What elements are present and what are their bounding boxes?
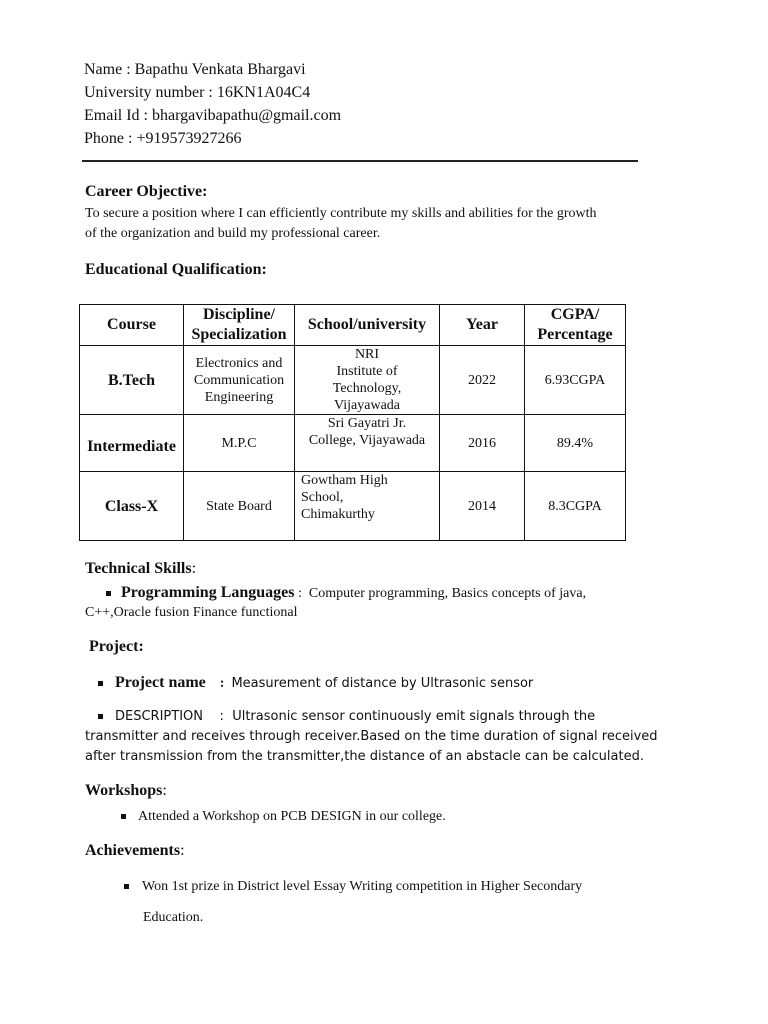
bullet-icon [124, 884, 129, 889]
phone-line: Phone : +919573927266 [84, 130, 242, 147]
table-row [80, 472, 626, 541]
score-cell: 6.93CGPA [525, 346, 626, 415]
score-cell: 89.4% [525, 415, 626, 472]
school-cell: Sri Gayatri Jr. College, Vijayawada [295, 415, 440, 472]
career-objective-line-2: of the organization and build my professional career. [85, 226, 381, 241]
school-cell: NRI Institute of Technology, Vijayawada [295, 346, 440, 415]
header-divider [82, 160, 638, 162]
bullet-icon [98, 714, 103, 719]
career-objective-line-1: To secure a position where I can efficiently contribute my skills and abilities for the growth [85, 206, 597, 221]
candidate-name: Name : Bapathu Venkata Bhargavi [84, 61, 306, 78]
course-cell: Class-X [80, 472, 184, 541]
col-year: Year [440, 305, 525, 346]
table-row [80, 346, 626, 415]
education-heading: Educational Qualification: [85, 261, 267, 278]
course-cell: B.Tech [80, 346, 184, 415]
project-description-line-3: after transmission from the transmitter,the distance of an abstacle can be calculated. [85, 749, 644, 764]
col-course: Course [80, 305, 184, 346]
year-cell: 2016 [440, 415, 525, 472]
discipline-cell: M.P.C [184, 415, 295, 472]
bullet-icon [106, 591, 111, 596]
discipline-cell: State Board [184, 472, 295, 541]
year-cell: 2022 [440, 346, 525, 415]
achievement-item: Won 1st prize in District level Essay Writing competition in Higher Secondary [124, 877, 582, 897]
project-description-item: DESCRIPTION : Ultrasonic sensor continuously emit signals through the [98, 709, 595, 724]
discipline-cell: Electronics and Communication Engineering [184, 346, 295, 415]
bullet-icon [98, 681, 103, 686]
year-cell: 2014 [440, 472, 525, 541]
education-header-row [80, 305, 626, 346]
project-name-item: Project name : Measurement of distance by Ultrasonic sensor [98, 674, 533, 692]
workshops-heading: Workshops: [85, 782, 167, 799]
technical-skills-heading: Technical Skills: [85, 560, 197, 577]
programming-languages-line-2: C++,Oracle fusion Finance functional [85, 605, 298, 620]
programming-languages-item: Programming Languages : Computer programming, Basics concepts of java, [106, 584, 586, 602]
col-cgpa: CGPA/ Percentage [525, 305, 626, 346]
table-row [80, 415, 626, 472]
school-cell: Gowtham High School, Chimakurthy [295, 472, 440, 541]
col-school: School/university [295, 305, 440, 346]
bullet-icon [121, 814, 126, 819]
project-description-line-2: transmitter and receives through receiver.Based on the time duration of signal received [85, 729, 658, 744]
course-cell: Intermediate [80, 415, 184, 472]
project-heading: Project: [89, 638, 144, 655]
career-objective-heading: Career Objective: [85, 183, 208, 200]
workshop-item: Attended a Workshop on PCB DESIGN in our college. [121, 807, 446, 827]
education-table [79, 304, 626, 541]
achievement-item-line-2: Education. [143, 910, 204, 925]
achievements-heading: Achievements: [85, 842, 185, 859]
email-line: Email Id : bhargavibapathu@gmail.com [84, 107, 342, 124]
university-number: University number : 16KN1A04C4 [84, 84, 311, 101]
score-cell: 8.3CGPA [525, 472, 626, 541]
col-discipline: Discipline/ Specialization [184, 305, 295, 346]
